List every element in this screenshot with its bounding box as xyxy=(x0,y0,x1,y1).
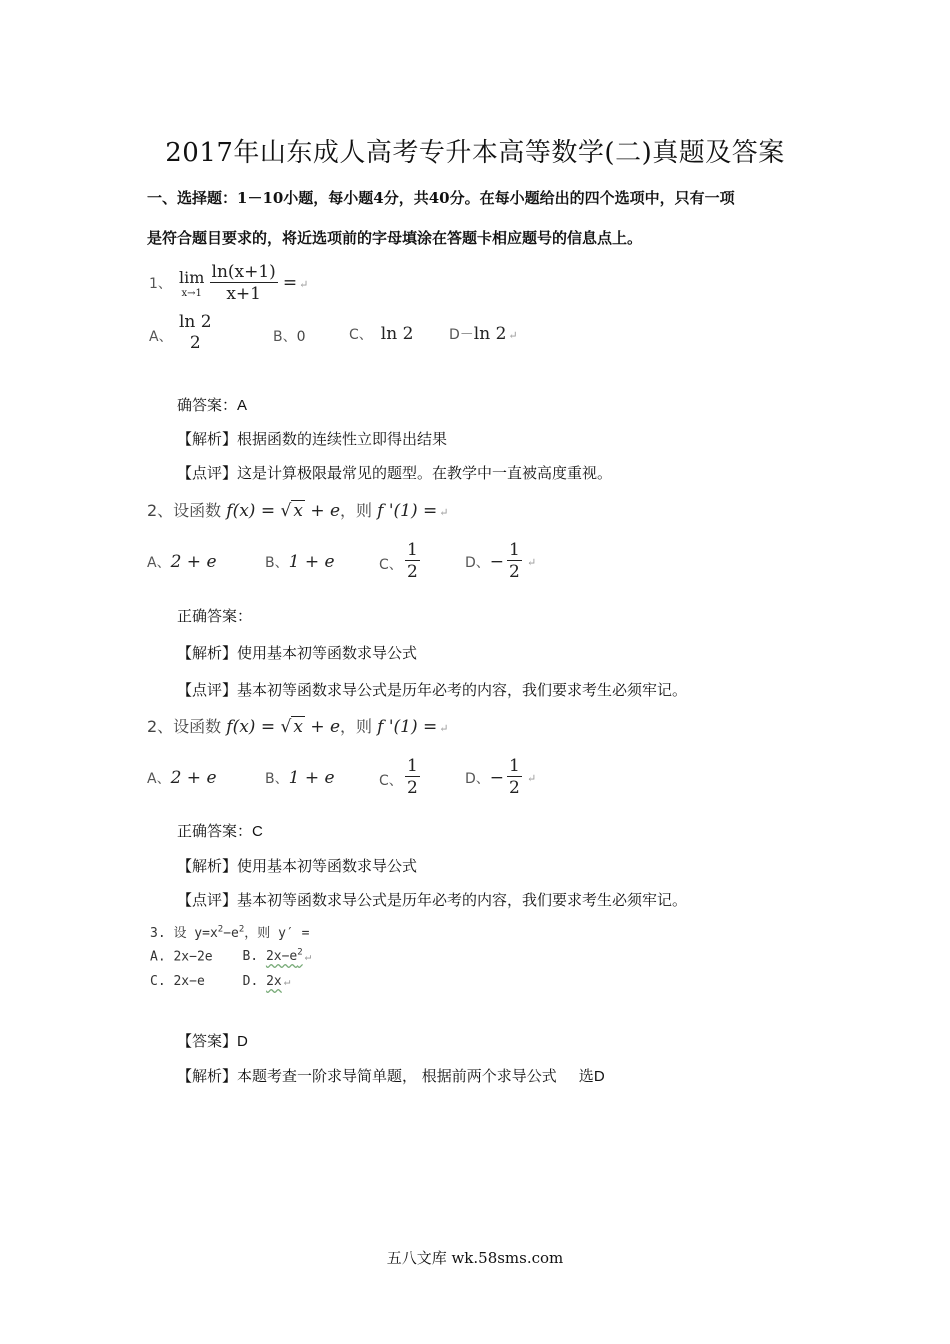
question-2a-comment: 【点评】基本初等函数求导公式是历年必考的内容，我们要求考生必须牢记。 xyxy=(177,681,688,699)
question-1-label: 1、 xyxy=(149,276,172,292)
question-2b-stem: 2、设函数 f(x) = √ x + e，则 f '(1) = ↵ xyxy=(147,717,449,737)
option-a: A. 2x−2e xyxy=(150,949,213,965)
question-1-stem: 1、 lim x→1 $\frac{\ln(x+1)}{x+1}$ = ↵ xyxy=(149,262,309,304)
limit-fraction: $\frac{\ln(x+1)}{x+1}$ xyxy=(211,262,276,304)
option-d: D、− xyxy=(465,552,505,572)
option-c: C、 ln 2 xyxy=(349,324,414,344)
option-b: B、1 + e xyxy=(265,552,335,572)
page-title: 2017年山东成人高考专升本高等数学(二)真题及答案 xyxy=(165,138,785,168)
option-c: C、 xyxy=(379,557,403,573)
option-c: C. 2x−e xyxy=(150,974,205,989)
option-a: A、2 + e xyxy=(147,552,217,572)
option-d: D. 2x ↵ xyxy=(242,974,291,989)
question-1-analysis: 【解析】根据函数的连续性立即得出结果 xyxy=(177,430,448,448)
question-2a-stem: 2、设函数 f(x) = √ x + e，则 f '(1) = ↵ xyxy=(147,501,449,521)
instructions-line-1: 一、选择题：1－10小题，每小题4分，共40分。在每小题给出的四个选项中，只有一项 xyxy=(147,189,735,207)
question-2a-analysis: 【解析】使用基本初等函数求导公式 xyxy=(177,644,418,662)
question-2a-options xyxy=(147,540,547,586)
question-2b-comment: 【点评】基本初等函数求导公式是历年必考的内容，我们要求考生必须牢记。 xyxy=(177,891,688,909)
question-3-options-row-2 xyxy=(150,974,290,989)
option-b: B、0 xyxy=(273,329,306,345)
option-a-fraction: ln 2 2 xyxy=(179,312,212,353)
question-2b-answer: 正确答案：C xyxy=(177,822,263,840)
question-1-answer: 确答案：A xyxy=(177,396,248,414)
question-3-stem: 3. 设 $y=x^2-e^2$，则 y′ = xyxy=(150,924,310,941)
option-c-fraction: $\frac{1}{2}$ xyxy=(407,756,418,798)
option-a: A、2 + e xyxy=(147,768,217,788)
option-d: D、− xyxy=(465,768,505,788)
option-a: A、 xyxy=(149,329,173,345)
option-d: D－ln 2 ↵ xyxy=(449,324,518,344)
option-c-fraction: $\frac{1}{2}$ xyxy=(407,540,418,582)
option-c: C、 xyxy=(379,773,403,789)
question-2b-analysis: 【解析】使用基本初等函数求导公式 xyxy=(177,857,418,875)
question-1-options xyxy=(149,312,569,362)
instructions-line-2: 是符合题目要求的，将近选项前的字母填涂在答题卡相应题号的信息点上。 xyxy=(147,229,643,247)
option-d-fraction: $\frac{1}{2}$ xyxy=(509,756,520,798)
limit-operator: lim x→1 xyxy=(179,267,205,299)
footer-watermark: 五八文库 wk.58sms.com xyxy=(386,1249,564,1267)
option-b: B. $2x-e^2$ ↵ xyxy=(242,948,312,965)
option-d-fraction: $\frac{1}{2}$ xyxy=(509,540,520,582)
question-3-answer: 【答案】D xyxy=(177,1032,248,1050)
return-mark-icon: ↵ xyxy=(299,278,309,291)
return-mark-icon: ↵ xyxy=(527,772,537,785)
question-1-comment: 【点评】这是计算极限最常见的题型。在教学中一直被高度重视。 xyxy=(177,464,613,482)
question-3-options-row-1 xyxy=(150,948,311,964)
question-2b-options xyxy=(147,756,547,802)
question-2a-answer: 正确答案： xyxy=(177,607,253,625)
return-mark-icon: ↵ xyxy=(527,556,537,569)
option-b: B、1 + e xyxy=(265,768,335,788)
question-3-analysis: 【解析】本题考查一阶求导简单题， 根据前两个求导公式 选D xyxy=(177,1067,605,1085)
